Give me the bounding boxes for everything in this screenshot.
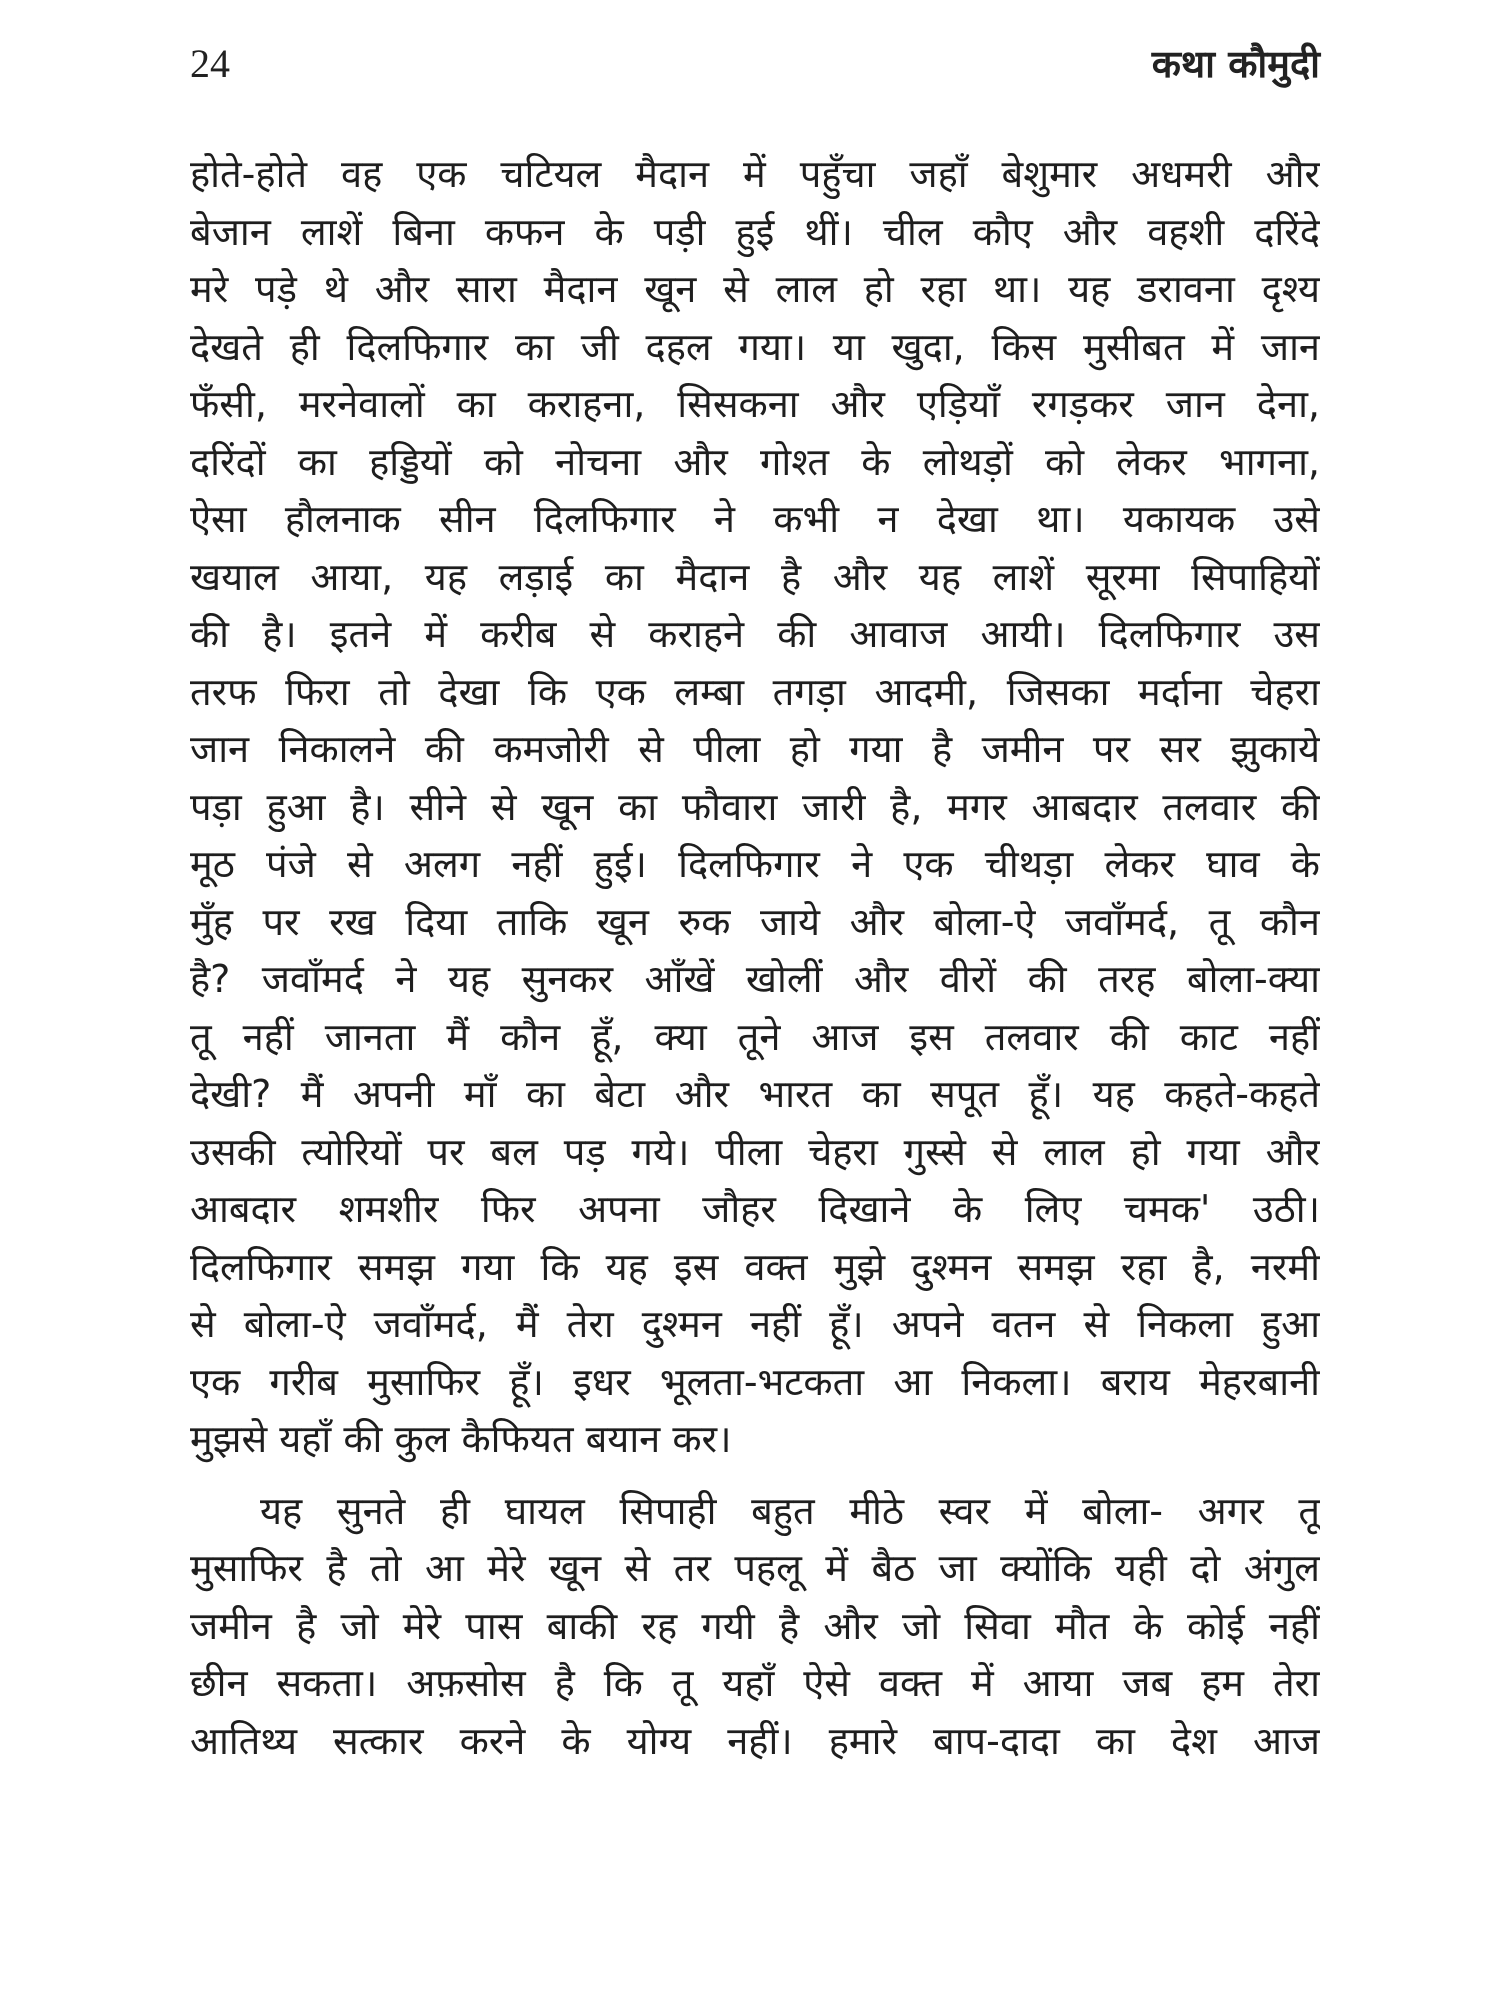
text-line: देखी? मैं अपनी माँ का बेटा और भारत का सपूत हूँ। यह कहते-कहते: [190, 1072, 1320, 1116]
text-line: बेजान लाशें बिना कफन के पड़ी हुई थीं। चील कौए और वहशी दरिंदे: [190, 209, 1320, 254]
text-line: दरिंदों का हड्डियों को नोचना और गोश्त के लोथड़ों को लेकर भागना,: [190, 439, 1320, 484]
text-line: तरफ फिरा तो देखा कि एक लम्बा तगड़ा आदमी, जिसका मर्दाना चेहरा: [190, 669, 1320, 714]
text-line: मरे पड़े थे और सारा मैदान खून से लाल हो रहा था। यह डरावना दृश्य: [190, 267, 1320, 311]
text-line: तू नहीं जानता मैं कौन हूँ, क्या तूने आज इस तलवार की काट नहीं: [190, 1014, 1320, 1059]
text-line: है? जवाँमर्द ने यह सुनकर आँखें खोलीं और वीरों की तरह बोला-क्या: [190, 957, 1320, 1001]
text-line: से बोला-ऐ जवाँमर्द, मैं तेरा दुश्मन नहीं हूँ। अपने वतन से निकला हुआ: [190, 1302, 1320, 1346]
text-line: दिलफिगार समझ गया कि यह इस वक्त मुझे दुश्मन समझ रहा है, नरमी: [190, 1244, 1320, 1289]
paragraph-2: [190, 1483, 1320, 1771]
text-line: जमीन है जो मेरे पास बाकी रह गयी है और जो सिवा मौत के कोई नहीं: [190, 1603, 1320, 1648]
text-line: मुझसे यहाँ की कुल कैफियत बयान कर।: [190, 1417, 732, 1461]
page-header: [190, 30, 1320, 110]
body-text: [190, 146, 1320, 1770]
text-line: उसकी त्योरियों पर बल पड़ गये। पीला चेहरा गुस्से से लाल हो गया और: [190, 1129, 1320, 1174]
text-line: मूठ पंजे से अलग नहीं हुई। दिलफिगार ने एक चीथड़ा लेकर घाव के: [190, 842, 1320, 886]
text-line: जान निकालने की कमजोरी से पीला हो गया है जमीन पर सर झुकाये: [190, 727, 1320, 771]
text-line: यह सुनते ही घायल सिपाही बहुत मीठे स्वर में बोला- अगर तू: [260, 1488, 1320, 1533]
text-line: ऐसा हौलनाक सीन दिलफिगार ने कभी न देखा था। यकायक उसे: [190, 497, 1320, 541]
text-line: पड़ा हुआ है। सीने से खून का फौवारा जारी है, मगर आबदार तलवार की: [190, 784, 1320, 829]
text-line: आतिथ्य सत्कार करने के योग्य नहीं। हमारे बाप-दादा का देश आज: [190, 1718, 1320, 1763]
text-line: खयाल आया, यह लड़ाई का मैदान है और यह लाशें सूरमा सिपाहियों: [190, 554, 1320, 599]
paragraph-1: [190, 146, 1320, 1469]
text-line: की है। इतने में करीब से कराहने की आवाज आयी। दिलफिगार उस: [190, 612, 1320, 656]
page-number: 24: [190, 41, 230, 86]
text-line: फँसी, मरनेवालों का कराहना, सिसकना और एड़ियाँ रगड़कर जान देना,: [190, 382, 1320, 426]
text-line: छीन सकता। अफ़सोस है कि तू यहाँ ऐसे वक्त में आया जब हम तेरा: [190, 1661, 1320, 1705]
text-line: एक गरीब मुसाफिर हूँ। इधर भूलता-भटकता आ निकला। बराय मेहरबानी: [190, 1359, 1320, 1404]
text-line: देखते ही दिलफिगार का जी दहल गया। या खुदा, किस मुसीबत में जान: [190, 324, 1320, 369]
text-line: आबदार शमशीर फिर अपना जौहर दिखाने के लिए चमक' उठी।: [190, 1187, 1320, 1231]
text-line: मुँह पर रख दिया ताकि खून रुक जाये और बोला-ऐ जवाँमर्द, तू कौन: [190, 899, 1320, 944]
text-line: होते-होते वह एक चटियल मैदान में पहुँचा जहाँ बेशुमार अधमरी और: [190, 152, 1320, 196]
running-title: कथा कौमुदी: [1151, 42, 1320, 86]
text-line: मुसाफिर है तो आ मेरे खून से तर पहलू में बैठ जा क्योंकि यही दो अंगुल: [190, 1546, 1320, 1590]
